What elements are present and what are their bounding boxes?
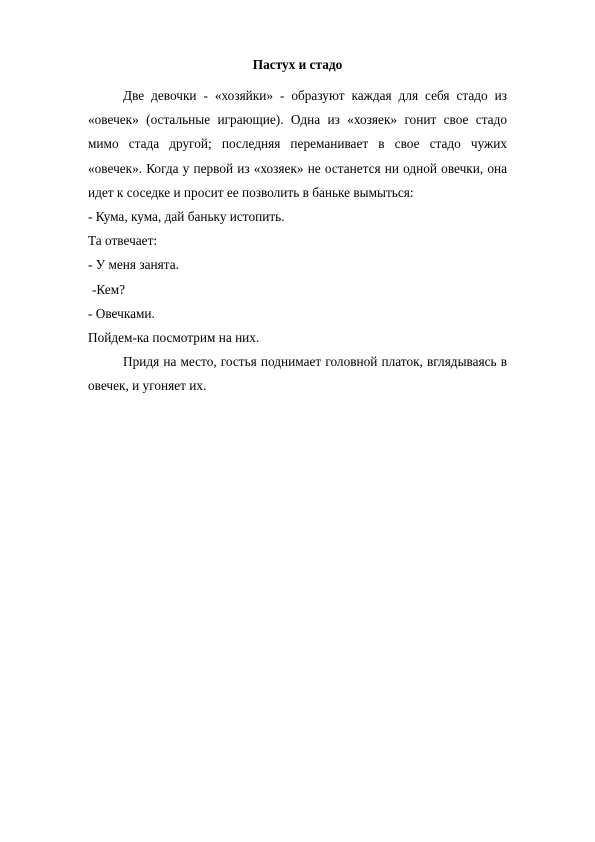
dialogue-line-1: - Кума, кума, дай баньку истопить. bbox=[88, 209, 285, 225]
document-body bbox=[88, 55, 507, 399]
paragraph-intro: Две девочки - «хозяйки» - образуют каждая для себя стадо из «овечек» (остальные играющие). Одна из «хозяек» гонит свое стадо мимо стада другой; последняя переманивает в свое стадо чужих «овечек». Когда у первой из «хозяек» не останется ни одной овечки, она идет к соседке и просит ее позволить в баньке вымыться: bbox=[88, 88, 507, 200]
dialogue-line-3: -Кем? bbox=[92, 281, 126, 297]
dialogue-line-2: - У меня занята. bbox=[88, 257, 179, 273]
narration-line-1: Та отвечает: bbox=[88, 233, 158, 249]
document-title: Пастух и стадо bbox=[252, 57, 343, 72]
paragraph-ending: Придя на место, гостья поднимает головной платок, вглядываясь в овечек, и угоняет их. bbox=[88, 354, 507, 394]
dialogue-line-4: - Овечками. bbox=[88, 305, 155, 321]
narration-line-2: Пойдем-ка посмотрим на них. bbox=[88, 330, 260, 346]
